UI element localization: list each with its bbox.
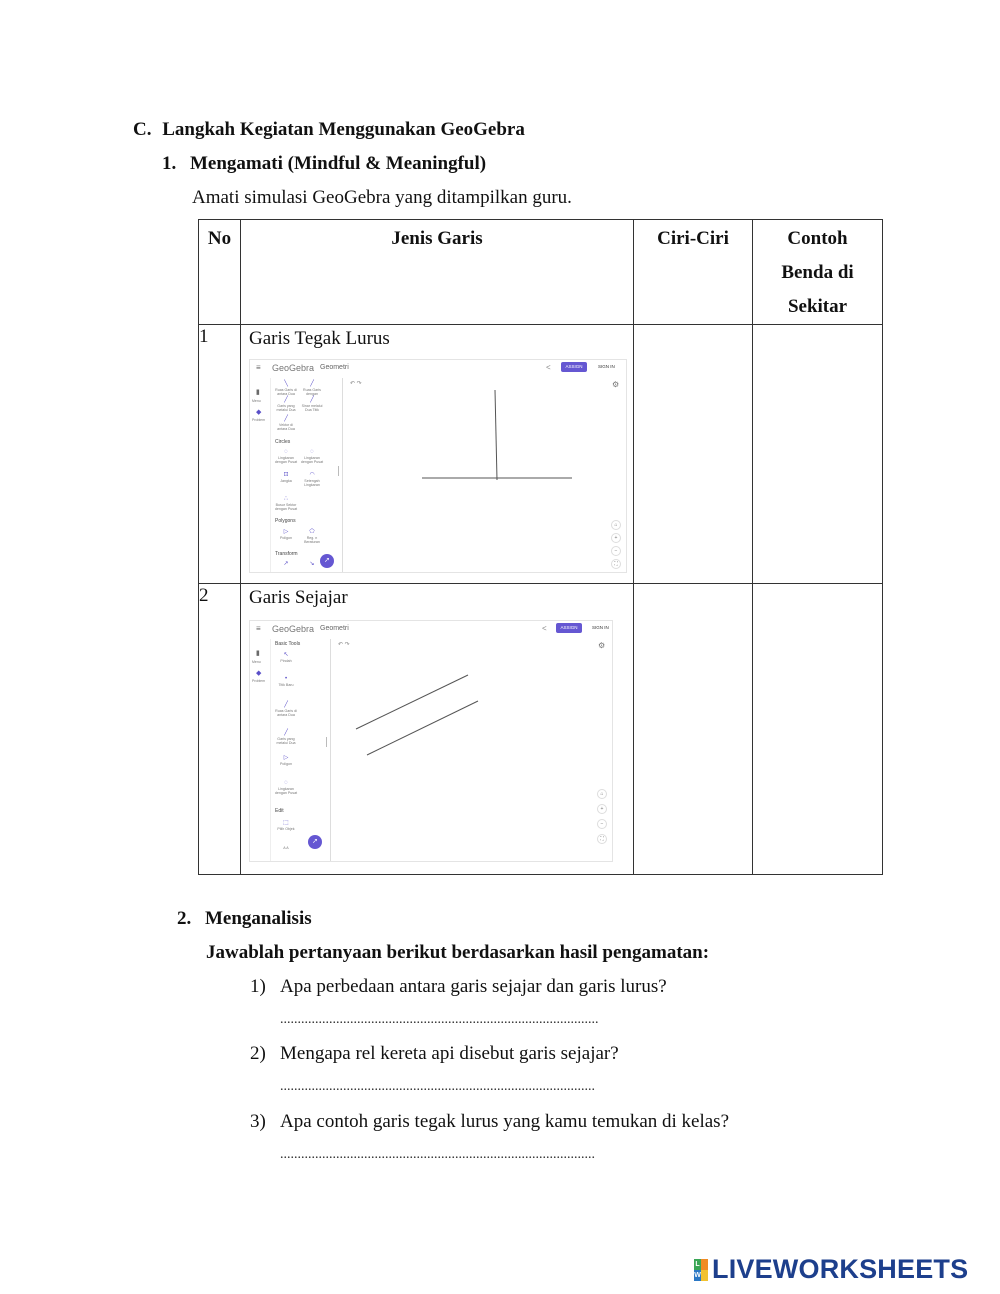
zoom-in-icon: + [597, 804, 607, 814]
tool-item: ∴ Busur Sektor dengan Pusat [274, 496, 298, 511]
row-jenis-label: Garis Sejajar [249, 587, 348, 608]
row-contoh-cell[interactable] [753, 584, 883, 875]
share-icon: < [546, 363, 551, 372]
tool-item: ╱ Garis yang melalui Dua [276, 730, 296, 745]
table-header-row [199, 220, 883, 325]
tool-item: ⊡ Jangka [280, 472, 292, 483]
tool-item: A A [283, 846, 289, 850]
row-jenis-cell [241, 584, 634, 875]
app-name: Geometri [320, 364, 349, 371]
tool-item: ⬚ Pilih Objek [277, 820, 295, 831]
row-contoh-cell[interactable] [753, 325, 883, 584]
question-1 [250, 976, 667, 998]
row-ciri-cell[interactable] [634, 325, 753, 584]
basic-tools-section: Basic Tools [275, 641, 301, 647]
liveworksheets-brand: LIVEWORKSHEETS [712, 1254, 969, 1284]
question-text: Apa contoh garis tegak lurus yang kamu temukan di kelas? [280, 1111, 730, 1132]
tool-item: ◌ Lingkaran dengan Pusat [274, 780, 298, 795]
tools-icon: ◆ [256, 670, 262, 677]
app-name: Geometri [320, 625, 349, 632]
row-jenis-cell [241, 325, 634, 584]
share-icon: < [542, 624, 547, 633]
assign-button: ASSIGN [556, 623, 582, 633]
step2-heading [177, 908, 312, 930]
header-no: No [199, 220, 241, 325]
assign-button: ASSIGN [561, 362, 587, 372]
tool-item: ▷ Poligon [280, 755, 292, 766]
parallel-lines-drawing [250, 621, 612, 861]
transform-section: Transform [275, 551, 298, 557]
tool-item: ↖ Pindah [280, 652, 292, 663]
tool-item: ◠ Setengah Lingkaran [304, 472, 320, 487]
circles-section: Circles [275, 439, 291, 445]
answer-line-2[interactable]: .......................................................................................... [280, 1079, 595, 1094]
tool-item: ⬠ Reg. n Beraturan [304, 529, 320, 544]
move-fab-icon: ➚ [308, 835, 322, 849]
zoom-in-icon: + [611, 533, 621, 543]
question-number: 2) [250, 1043, 266, 1064]
menu-icon: ≡ [256, 624, 261, 633]
side-rail: ▮ Menu ◆ Problem [250, 639, 271, 861]
trash-icon: ▮ [256, 650, 260, 657]
geogebra-screenshot-parallel [249, 620, 613, 862]
polygons-section: Polygons [275, 518, 296, 524]
signin-button: SIGN IN [592, 625, 609, 630]
table-row [199, 325, 883, 584]
question-number: 3) [250, 1111, 266, 1132]
question-3 [250, 1111, 730, 1133]
header-contoh: Contoh Benda di Sekitar [753, 220, 883, 325]
tool-item: ╱ Ruas Garis di antara Dua [275, 702, 297, 717]
question-number: 1) [250, 976, 266, 997]
step2-instruction: Jawablah pertanyaan berikut berdasarkan hasil pengamatan: [206, 942, 710, 963]
undo-icon: ↶ ↷ [338, 642, 350, 648]
zoom-out-icon: − [597, 819, 607, 829]
question-text: Apa perbedaan antara garis sejajar dan garis lurus? [280, 976, 667, 997]
tool-item: ◌ Lingkaran dengan Pusat [274, 449, 298, 464]
tool-item: ◌ Lingkaran dengan Pusat [300, 449, 324, 464]
edit-section: Edit [275, 808, 284, 814]
geogebra-logo: GeoGebra [272, 624, 315, 634]
row-ciri-cell[interactable] [634, 584, 753, 875]
gear-icon: ⚙ [612, 380, 620, 389]
section-title: Langkah Kegiatan Menggunakan GeoGebra [162, 119, 525, 140]
table-row [199, 584, 883, 875]
section-label: C. [133, 119, 152, 140]
header-ciri-ciri: Ciri-Ciri [634, 220, 753, 325]
tool-item: ↘ [309, 561, 315, 567]
step1-instruction: Amati simulasi GeoGebra yang ditampilkan guru. [192, 187, 572, 208]
header-jenis-garis: Jenis Garis [241, 220, 634, 325]
tool-item: ╱ Vektor di antara Dua [277, 416, 295, 431]
row-number: 1 [199, 325, 241, 584]
fullscreen-icon: ⛶ [611, 559, 621, 569]
trash-icon: ▮ [256, 389, 260, 396]
section-heading [133, 119, 525, 141]
tool-item: ╱ Ruas Garis dengan [303, 381, 321, 396]
undo-icon: ↶ ↷ [350, 381, 362, 387]
step2-title: Menganalisis [205, 908, 312, 929]
step1-title: Mengamati (Mindful & Meaningful) [190, 153, 487, 174]
liveworksheets-badge-icon: L W [694, 1259, 708, 1281]
signin-button: SIGN IN [598, 364, 615, 369]
menu-icon: ≡ [256, 363, 261, 372]
tool-item: • Titik Baru [278, 676, 294, 687]
tool-item: ▷ Poligon [280, 529, 292, 540]
step1-number: 1. [162, 153, 177, 174]
row-jenis-label: Garis Tegak Lurus [249, 328, 390, 349]
question-text: Mengapa rel kereta api disebut garis sejajar? [280, 1043, 619, 1064]
side-rail: ▮ Menu ◆ Problem [250, 378, 271, 572]
home-icon: ⌂ [611, 520, 621, 530]
geogebra-logo: GeoGebra [272, 363, 315, 373]
gear-icon: ⚙ [598, 641, 606, 650]
home-icon: ⌂ [597, 789, 607, 799]
tools-icon: ◆ [256, 409, 262, 416]
tool-item: ↗ [283, 561, 289, 567]
step1-heading [162, 153, 486, 175]
question-2 [250, 1043, 619, 1065]
tool-item: ╱ Garis yang melalui Dua [276, 397, 296, 412]
perpendicular-lines-drawing [250, 360, 626, 572]
observation-table [198, 219, 883, 875]
fullscreen-icon: ⛶ [597, 834, 607, 844]
move-fab-icon: ➚ [320, 554, 334, 568]
step2-number: 2. [177, 908, 192, 929]
tool-item: ╱ Sinar melalui Dua Titik [301, 397, 323, 412]
zoom-out-icon: − [611, 546, 621, 556]
answer-line-3[interactable]: .......................................................................................... [280, 1147, 595, 1162]
tool-item: ╲ Ruas Garis di antara Dua [275, 381, 297, 396]
answer-line-1[interactable]: ........................................................................................... [280, 1012, 599, 1027]
row-number: 2 [199, 584, 241, 875]
geogebra-screenshot-perpendicular [249, 359, 627, 573]
